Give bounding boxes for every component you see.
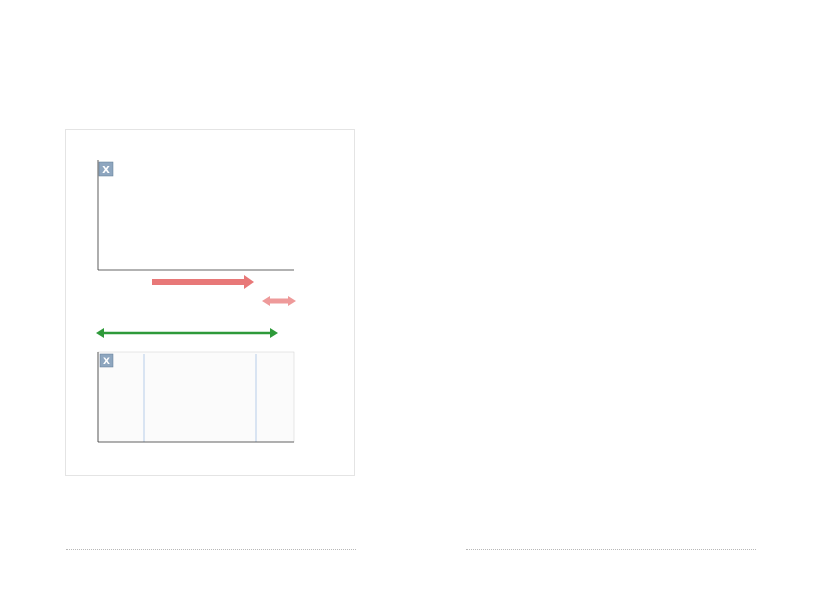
svg-text:X: X <box>102 165 110 176</box>
hri-logo-top <box>99 162 113 176</box>
distribution-chart <box>98 160 294 270</box>
left-footer-rule <box>66 549 356 550</box>
health-disease-figure <box>66 130 354 475</box>
right-page <box>411 0 822 595</box>
right-footer-rule <box>466 549 756 550</box>
system-arrow <box>96 328 278 338</box>
svg-text:X: X <box>103 357 110 367</box>
clinic-arrow <box>262 296 296 306</box>
suffering-arrow <box>152 275 254 289</box>
cost-plot-area <box>98 352 294 442</box>
cost-chart <box>98 352 294 442</box>
hri-logo-bottom <box>100 354 113 367</box>
figure-svg <box>66 130 354 475</box>
